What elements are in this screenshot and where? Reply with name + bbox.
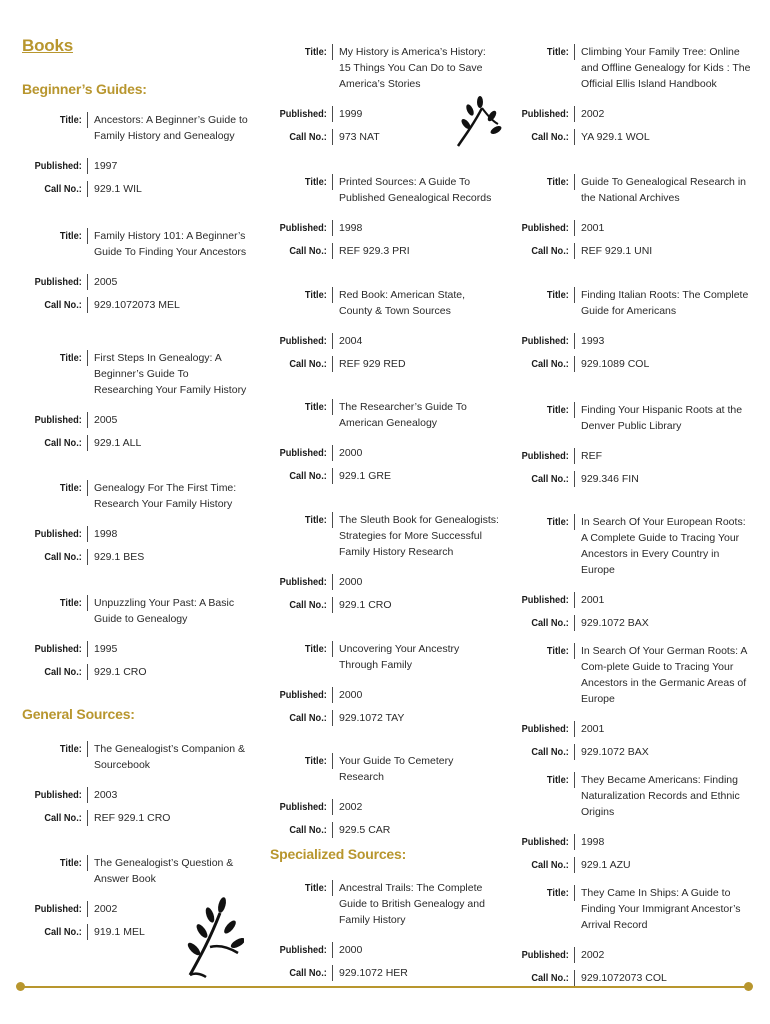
title-label: Title: [11,350,88,366]
call-number: REF 929.1 CRO [94,812,171,824]
call-number: 929.1 BES [94,551,145,563]
published-label: Published: [271,799,333,815]
call-number: 929.1 WIL [94,183,142,195]
published-year: 2000 [339,689,363,701]
title-label: Title: [518,402,575,418]
call-no-label: Call No.: [518,471,575,487]
published-label: Published: [271,687,333,703]
published-year: 2005 [94,414,118,426]
call-no-label: Call No.: [11,664,88,680]
book-title: Genealogy For The First Time: Research Your Family History [94,482,237,510]
title-label: Title: [518,174,575,190]
book-entry [262,399,510,484]
title-label: Title: [11,228,88,244]
call-no-label: Call No.: [271,468,333,484]
published-year: 1998 [94,528,118,540]
published-year: 2002 [94,903,118,915]
book-title: Finding Your Hispanic Roots at the Denver Public Library [581,404,743,432]
call-no-label: Call No.: [518,857,575,873]
book-title: The Genealogist’s Companion & Sourcebook [94,743,245,771]
published-year: 2001 [581,723,605,735]
book-title: Finding Italian Roots: The Complete Guide for Americans [581,289,749,317]
call-no-label: Call No.: [271,356,333,372]
published-label: Published: [518,592,575,608]
title-label: Title: [271,512,333,528]
book-entry [510,402,770,487]
published-label: Published: [518,106,575,122]
footer-dot-right [744,982,753,991]
book-title: Your Guide To Cemetery Research [339,755,454,783]
book-entry [510,885,770,986]
published-label: Published: [518,333,575,349]
book-entry [262,174,510,259]
title-label: Title: [518,287,575,303]
published-label: Published: [271,106,333,122]
books-heading: Books [22,36,73,55]
book-title: The Sleuth Book for Genealogists: Strategies for More Successful Family History Research [339,514,499,558]
call-no-label: Call No.: [518,744,575,760]
book-entry [510,287,770,372]
book-title: Unpuzzling Your Past: A Basic Guide to Genealogy [94,597,235,625]
footer-dot-left [16,982,25,991]
title-label: Title: [271,399,333,415]
book-title: The Genealogist’s Question & Answer Book [94,857,234,885]
call-number: REF 929 RED [339,358,406,370]
book-title: Ancestors: A Beginner’s Guide to Family History and Genealogy [94,114,248,142]
beginners-guides-heading: Beginner’s Guides: [22,81,147,97]
title-label: Title: [271,44,333,60]
book-title: In Search Of Your European Roots: A Complete Guide to Tracing Your Ancestors in Every Country in Europe [581,516,746,576]
published-year: 2000 [339,944,363,956]
call-number: 929.1072 BAX [581,617,649,629]
published-year: 2005 [94,276,118,288]
title-label: Title: [271,880,333,896]
book-entry [0,595,262,680]
call-no-label: Call No.: [11,297,88,313]
published-label: Published: [271,445,333,461]
call-number: 929.1 CRO [339,599,392,611]
title-label: Title: [11,855,88,871]
published-label: Published: [271,942,333,958]
title-label: Title: [518,44,575,60]
title-label: Title: [518,772,575,788]
published-year: 1998 [339,222,363,234]
title-label: Title: [271,641,333,657]
call-number: 973 NAT [339,131,380,143]
book-entry [262,641,510,726]
book-title: Uncovering Your Ancestry Through Family [339,643,460,671]
call-no-label: Call No.: [11,435,88,451]
book-entry [262,880,510,981]
book-title: In Search Of Your German Roots: A Com-plete Guide to Tracing Your Ancestors in the Germanic Areas of Europe [581,645,747,705]
published-year: 1998 [581,836,605,848]
published-year: 1993 [581,335,605,347]
call-no-label: Call No.: [271,822,333,838]
call-number: 929.5 CAR [339,824,391,836]
published-label: Published: [518,947,575,963]
book-entry [0,480,262,565]
published-label: Published: [11,158,88,174]
published-label: Published: [11,901,88,917]
title-label: Title: [518,643,575,659]
published-label: Published: [11,526,88,542]
published-label: Published: [11,274,88,290]
call-no-label: Call No.: [271,710,333,726]
title-label: Title: [11,112,88,128]
book-title: Climbing Your Family Tree: Online and Offline Genealogy for Kids : The Official Ellis Island Handbook [581,46,751,90]
published-year: 2002 [581,949,605,961]
published-year: 2000 [339,447,363,459]
book-entry [0,741,262,826]
call-number: 929.1 GRE [339,470,391,482]
call-number: 929.1072 HER [339,967,408,979]
call-no-label: Call No.: [518,129,575,145]
call-number: 929.1072 BAX [581,746,649,758]
title-label: Title: [518,514,575,530]
call-no-label: Call No.: [271,597,333,613]
call-number: 929.1072073 COL [581,972,667,984]
book-entry [510,514,770,631]
published-label: Published: [11,787,88,803]
call-no-label: Call No.: [518,243,575,259]
call-number: 929.1072 TAY [339,712,405,724]
book-title: The Researcher’s Guide To American Genealogy [339,401,467,429]
call-number: 929.1 CRO [94,666,147,678]
call-no-label: Call No.: [518,356,575,372]
book-entry [262,753,510,838]
published-year: 2002 [339,801,363,813]
published-label: Published: [518,721,575,737]
published-year: 2004 [339,335,363,347]
book-title: They Became Americans: Finding Naturalization Records and Ethnic Origins [581,774,740,818]
book-title: My History is America’s History: 15 Things You Can Do to Save America’s Stories [339,46,486,90]
title-label: Title: [518,885,575,901]
title-label: Title: [11,595,88,611]
call-no-label: Call No.: [11,924,88,940]
published-label: Published: [271,333,333,349]
call-number: YA 929.1 WOL [581,131,650,143]
published-year: 2003 [94,789,118,801]
book-title: Printed Sources: A Guide To Published Genealogical Records [339,176,492,204]
call-number: REF 929.1 UNI [581,245,653,257]
title-label: Title: [11,480,88,496]
call-no-label: Call No.: [11,549,88,565]
published-label: Published: [518,834,575,850]
published-year: 2001 [581,222,605,234]
title-label: Title: [271,753,333,769]
call-no-label: Call No.: [11,810,88,826]
title-label: Title: [271,287,333,303]
published-year: 1999 [339,108,363,120]
published-label: Published: [518,220,575,236]
call-no-label: Call No.: [271,243,333,259]
call-number: 919.1 MEL [94,926,145,938]
book-title: Red Book: American State, County & Town Sources [339,289,466,317]
book-title: First Steps In Genealogy: A Beginner’s Guide To Researching Your Family History [94,352,247,396]
general-sources-heading: General Sources: [22,706,135,722]
call-number: 929.1 AZU [581,859,631,871]
title-label: Title: [271,174,333,190]
call-number: 929.346 FIN [581,473,639,485]
published-year: 2000 [339,576,363,588]
published-label: Published: [518,448,575,464]
title-label: Title: [11,741,88,757]
footer-divider [20,986,750,988]
book-entry [510,643,770,760]
published-label: Published: [271,220,333,236]
book-entry [510,772,770,873]
call-number: REF 929.3 PRI [339,245,410,257]
book-title: Ancestral Trails: The Complete Guide to British Genealogy and Family History [339,882,485,926]
book-entry [510,174,770,259]
leaf-sprig-icon [180,895,244,981]
published-year: REF [581,450,602,462]
published-year: 1995 [94,643,118,655]
call-no-label: Call No.: [518,615,575,631]
published-label: Published: [271,574,333,590]
call-number: 929.1 ALL [94,437,142,449]
published-year: 2002 [581,108,605,120]
call-no-label: Call No.: [271,129,333,145]
book-title: They Came In Ships: A Guide to Finding Your Immigrant Ancestor’s Arrival Record [581,887,741,931]
leaf-sprig-icon [452,94,502,150]
published-label: Published: [11,641,88,657]
book-title: Guide To Genealogical Research in the National Archives [581,176,746,204]
book-entry [510,44,770,145]
call-no-label: Call No.: [271,965,333,981]
call-no-label: Call No.: [518,970,575,986]
published-label: Published: [11,412,88,428]
book-entry [0,228,262,313]
published-year: 1997 [94,160,118,172]
book-title: Family History 101: A Beginner’s Guide To Finding Your Ancestors [94,230,247,258]
book-entry [0,112,262,197]
book-entry [262,287,510,372]
published-year: 2001 [581,594,605,606]
specialized-sources-heading: Specialized Sources: [270,846,407,862]
call-number: 929.1089 COL [581,358,650,370]
call-number: 929.1072073 MEL [94,299,180,311]
call-no-label: Call No.: [11,181,88,197]
book-entry [0,350,262,451]
book-entry [262,512,510,613]
